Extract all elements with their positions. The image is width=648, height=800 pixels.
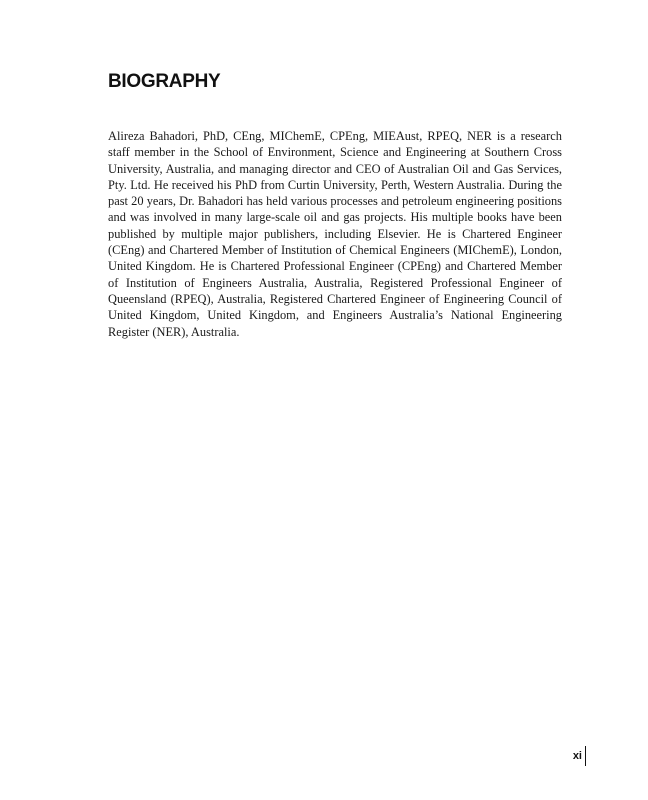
page-folio: [573, 746, 586, 766]
page-number: xi: [572, 750, 582, 762]
page-heading: BIOGRAPHY: [108, 71, 221, 92]
folio-divider: [585, 746, 586, 766]
biography-paragraph: Alireza Bahadori, PhD, CEng, MIChemE, CPEng, MIEAust, RPEQ, NER is a research staff member in the School of Environment, Science and Engineering at Southern Cross University, Australia, and managing director and CEO of Australian Oil and Gas Services, Pty. Ltd. He received his PhD from Curtin University, Perth, Western Australia. During the past 20 years, Dr. Bahadori has held various processes and petroleum engineering positions and was involved in many large-scale oil and gas projects. His multiple books have been published by multiple major publishers, including Elsevier. He is Chartered Engineer (CEng) and Chartered Member of Institution of Chemical Engineers (MIChemE), London, United Kingdom. He is Chartered Professional Engineer (CPEng) and Chartered Member of Institution of Engineers Australia, Australia, Registered Professional Engineer of Queensland (RPEQ), Australia, Registered Chartered Engineer of Engineering Council of United Kingdom, United Kingdom, and Engineers Australia’s National Engineering Register (NER), Australia.: [108, 129, 562, 339]
